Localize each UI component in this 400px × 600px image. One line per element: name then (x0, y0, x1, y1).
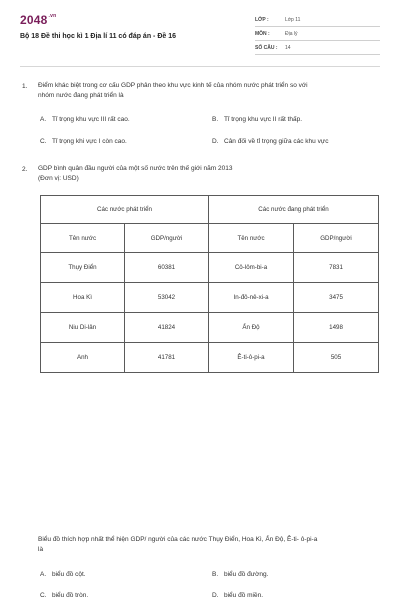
table-cell: Hoa Kì (41, 283, 125, 313)
group-header-developed: Các nước phát triển (41, 196, 209, 224)
q1-option-b[interactable] (212, 116, 302, 123)
meta-grade-key: LỚP : (255, 17, 269, 23)
q2-heading (38, 164, 383, 184)
q1-option-d[interactable] (212, 138, 328, 145)
option-letter: B. (212, 571, 219, 578)
header-divider (20, 66, 380, 67)
option-text: biểu đồ cột. (52, 571, 86, 578)
option-letter: A. (40, 571, 47, 578)
option-letter: A. (40, 116, 47, 123)
column-header-country: Tên nước (41, 224, 125, 253)
option-text: biểu đồ đường. (224, 571, 269, 578)
table-row (41, 343, 379, 373)
table-cell: Cô-lôm-bi-a (209, 253, 294, 283)
q2-question-line2: là (38, 546, 44, 553)
table-cell: 41781 (125, 343, 209, 373)
option-letter: D. (212, 592, 219, 599)
page-header (0, 0, 400, 62)
q1-option-c[interactable] (40, 138, 127, 145)
column-header-gdp: GDP/người (125, 224, 209, 253)
option-text: Tỉ trọng khu vực II rất thấp. (224, 116, 303, 123)
table-row (41, 283, 379, 313)
table-cell: 3475 (294, 283, 379, 313)
option-letter: D. (212, 138, 219, 145)
q1-option-a[interactable] (40, 116, 130, 123)
option-letter: B. (212, 116, 219, 123)
table-cell: Ấn Độ (209, 313, 294, 343)
option-text: Tỉ trọng khu vực III rất cao. (52, 116, 130, 123)
table-group-header-row (41, 196, 379, 224)
table-cell: 505 (294, 343, 379, 373)
meta-subject-value: Địa lý (285, 31, 298, 37)
q1-number: 1. (22, 83, 28, 90)
meta-count-value: 14 (285, 45, 291, 51)
logo-suffix: .vn (48, 13, 57, 19)
q2-title: GDP bình quân đầu người của một số nước trên thế giới năm 2013 (38, 165, 233, 172)
q2-option-b[interactable] (212, 571, 268, 578)
table-column-header-row (41, 224, 379, 253)
table-cell: In-đô-nê-xi-a (209, 283, 294, 313)
q2-question-line1: Biểu đồ thích hợp nhất thể hiện GDP/ người của các nước Thụy Điển, Hoa Kì, Ấn Độ, Ê-ti- ô-pi-a (38, 536, 318, 543)
table-row (41, 253, 379, 283)
table-cell: Thụy Điển (41, 253, 125, 283)
meta-grade-value: Lớp 11 (285, 17, 301, 23)
site-logo[interactable] (20, 13, 56, 27)
q1-text (38, 81, 383, 101)
table-cell: 1498 (294, 313, 379, 343)
q2-number: 2. (22, 166, 28, 173)
group-header-developing: Các nước đang phát triển (209, 196, 379, 224)
option-text: Tỉ trọng khi vực I còn cao. (52, 138, 127, 145)
q1-text-line2: nhóm nước đang phát triển là (38, 92, 124, 99)
column-header-gdp: GDP/người (294, 224, 379, 253)
table-cell: 41824 (125, 313, 209, 343)
table-cell: Ê-ti-ô-pi-a (209, 343, 294, 373)
meta-count-key: SỐ CÂU : (255, 45, 278, 51)
meta-subject-key: MÔN : (255, 31, 270, 37)
option-letter: C. (40, 138, 47, 145)
option-letter: C. (40, 592, 47, 599)
q2-option-d[interactable] (212, 592, 263, 599)
column-header-country: Tên nước (209, 224, 294, 253)
q1-text-line1: Điểm khác biệt trong cơ cấu GDP phân theo khu vực kinh tế của nhóm nước phát triển so với (38, 82, 308, 89)
table-cell: Anh (41, 343, 125, 373)
document-title: Bộ 18 Đề thi học kì 1 Địa lí 11 có đáp án - Đề 16 (20, 33, 176, 40)
table-cell: Niu Di-lân (41, 313, 125, 343)
meta-grade (255, 14, 380, 27)
table-cell: 60381 (125, 253, 209, 283)
option-text: biểu đồ miền. (224, 592, 264, 599)
q2-question (38, 535, 383, 555)
option-text: biểu đồ tròn. (52, 592, 89, 599)
table-cell: 53042 (125, 283, 209, 313)
q2-unit: (Đơn vị: USD) (38, 175, 79, 182)
meta-question-count (255, 42, 380, 55)
meta-subject (255, 28, 380, 41)
q2-option-a[interactable] (40, 571, 86, 578)
table-cell: 7831 (294, 253, 379, 283)
q2-option-c[interactable] (40, 592, 88, 599)
option-text: Cân đối về tỉ trọng giữa các khu vực (224, 138, 329, 145)
gdp-table (40, 195, 379, 373)
table-row (41, 313, 379, 343)
logo-text: 2048 (20, 13, 48, 27)
